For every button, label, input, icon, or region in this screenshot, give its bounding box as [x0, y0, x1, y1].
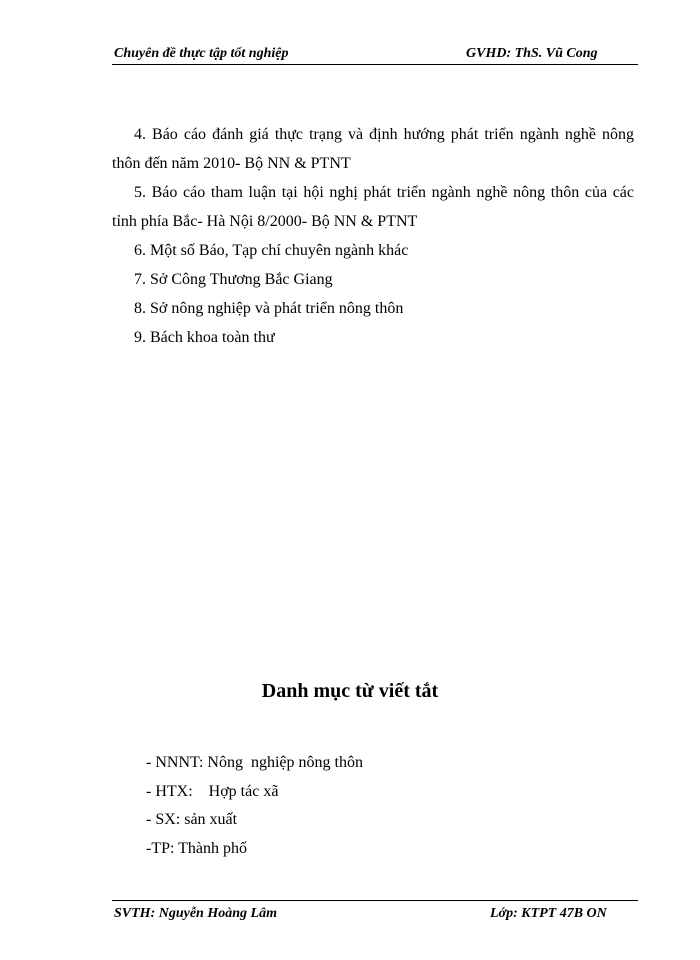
reference-4-line-1: 4. Báo cáo đánh giá thực trạng và định hướng phát triển ngành nghề nông — [134, 126, 634, 143]
reference-item-4 — [112, 120, 634, 178]
header-document-title: Chuyên đề thực tập tốt nghiệp — [114, 46, 289, 61]
reference-4-line-2: thôn đến năm 2010- Bộ NN & PTNT — [112, 155, 351, 172]
footer-student: SVTH: Nguyễn Hoàng Lâm — [114, 906, 277, 921]
reference-item-8 — [112, 294, 634, 323]
abbreviation-item-sx: - SX: sản xuất — [146, 811, 238, 828]
page-header — [112, 42, 638, 65]
reference-9-text: 9. Bách khoa toàn thư — [134, 329, 275, 346]
header-supervisor: GVHD: ThS. Vũ Cong — [466, 46, 598, 61]
reference-item-5 — [112, 178, 634, 236]
reference-item-9 — [112, 323, 634, 352]
reference-item-6 — [112, 236, 634, 265]
abbreviation-item-htx: - HTX: Hợp tác xã — [146, 782, 279, 800]
reference-7-text: 7. Sở Công Thương Bắc Giang — [134, 271, 333, 288]
page-footer — [112, 900, 638, 923]
reference-list — [112, 120, 634, 352]
abbreviation-list — [146, 752, 363, 866]
footer-class: Lớp: KTPT 47B ON — [490, 906, 607, 921]
abbreviations-heading: Danh mục từ viết tắt — [261, 680, 439, 702]
abbreviation-item-tp: -TP: Thành phố — [146, 839, 248, 857]
abbreviation-item-nnnt: - NNNT: Nông nghiệp nông thôn — [146, 754, 363, 771]
reference-5-line-2: tỉnh phía Bắc- Hà Nội 8/2000- Bộ NN & PTNT — [112, 213, 418, 230]
reference-5-line-1: 5. Báo cáo tham luận tại hội nghị phát triển ngành nghề nông thôn của các — [134, 184, 634, 201]
reference-6-text: 6. Một số Báo, Tạp chí chuyên ngành khác — [134, 242, 409, 259]
reference-8-text: 8. Sở nông nghiệp và phát triển nông thôn — [134, 300, 404, 317]
reference-item-7 — [112, 265, 634, 294]
